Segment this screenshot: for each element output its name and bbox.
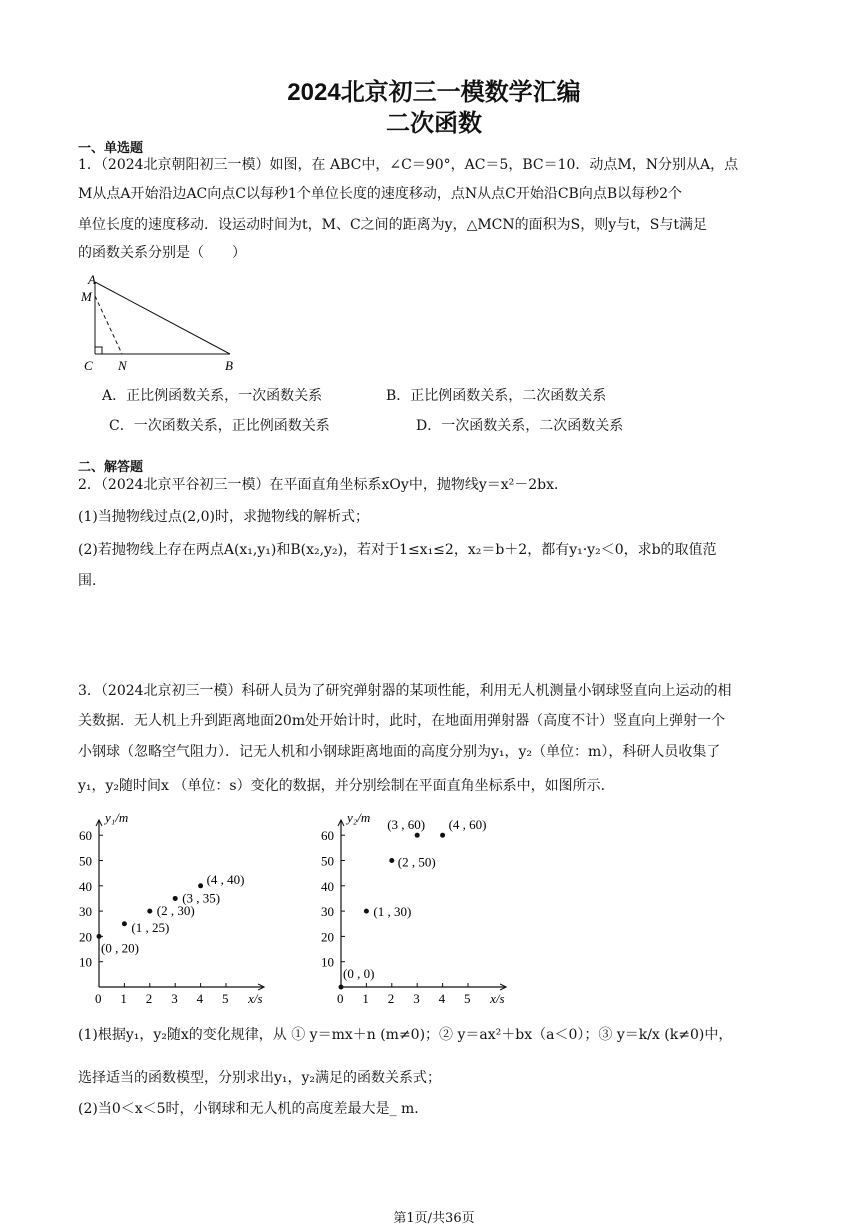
data-point-label: (0 , 0) [343, 966, 375, 981]
data-point-label: (4 , 60) [448, 817, 487, 833]
data-point [173, 896, 178, 901]
x-tick-label: 1 [120, 991, 127, 1006]
q1-line-3: 单位长度的速度移动．设运动时间为t，M、C之间的距离为y，△MCN的面积为S，则y与t，S与t满足 [78, 217, 707, 233]
data-point-label: (3 , 35) [182, 890, 221, 906]
q2-line-2: (1)当抛物线过点(2,0)时，求抛物线的解析式； [78, 509, 370, 525]
chart-y2 [312, 805, 522, 1015]
data-point [147, 909, 152, 914]
q3-sub1-line-1: (1)根据y₁，y₂随x的变化规律，从 ① y＝mx＋n (m≠0)；② y＝ax²＋bx（a＜0）；③ y＝k/x (k≠0)中， [78, 1027, 733, 1043]
data-point [198, 883, 203, 888]
x-tick-label: 0 [337, 991, 344, 1006]
q1-line-1: 1．（2024北京朝阳初三一模）如图，在 ABC中，∠C＝90°，AC＝5，BC＝10．动点M，N分别从A，点 [78, 157, 739, 173]
x-tick-label: 5 [464, 991, 471, 1006]
label-n: N [118, 358, 127, 373]
data-point-label: (3 , 60) [387, 817, 426, 833]
q3-line-4: y₁，y₂随时间x （单位：s）变化的数据，并分别绘制在平面直角坐标系中，如图所示． [78, 778, 615, 794]
q2-line-1: 2．（2024北京平谷初三一模）在平面直角坐标系xOy中，抛物线y＝x²－2bx． [78, 477, 568, 493]
x-tick-label: 4 [196, 991, 204, 1006]
q3-sub2: (2)当0＜x＜5时，小钢球和无人机的高度差最大是_ m． [78, 1101, 429, 1117]
triangle-figure [78, 270, 248, 380]
y-tick-label: 60 [79, 828, 92, 844]
y-tick-label: 40 [321, 878, 334, 894]
q1-option-b[interactable]: B．正比例函数关系，二次函数关系 [386, 388, 607, 404]
data-point [440, 833, 445, 838]
x-tick-label: 3 [413, 991, 420, 1006]
x-axis-label: x/s [248, 991, 263, 1006]
y-tick-label: 50 [321, 853, 334, 869]
data-point [339, 985, 344, 990]
x-tick-label: 3 [171, 991, 178, 1006]
right-angle-mark [95, 347, 102, 354]
x-tick-label: 2 [145, 991, 153, 1006]
data-point-label: (1 , 30) [373, 904, 412, 920]
data-point-label: (2 , 50) [397, 854, 436, 870]
q2-line-4: 围． [78, 573, 106, 589]
label-a: A [88, 272, 96, 287]
y-axis-label: y₁/m [105, 810, 129, 826]
x-tick-label: 2 [387, 991, 395, 1006]
section-heading-answer: 二、解答题 [78, 459, 144, 474]
q3-sub1-line-2: 选择适当的函数模型，分别求出y₁，y₂满足的函数关系式； [78, 1070, 442, 1086]
y-tick-label: 10 [321, 954, 334, 970]
data-point [122, 921, 127, 926]
y-tick-label: 50 [79, 853, 92, 869]
q2-line-3: (2)若抛物线上存在两点A(x₁,y₁)和B(x₂,y₂)，若对于1≤x₁≤2，x₂＝b＋2，都有y₁·y₂＜0，求b的取值范 [78, 542, 717, 558]
data-point [364, 909, 369, 914]
page-title: 2024北京初三一模数学汇编 [287, 79, 581, 106]
x-tick-label: 1 [362, 991, 369, 1006]
q1-line-4: 的函数关系分别是（ ） [78, 245, 246, 261]
y-tick-label: 20 [79, 929, 92, 945]
q3-line-1: 3．（2024北京初三一模）科研人员为了研究弹射器的某项性能，利用无人机测量小钢球竖直向上运动的相 [78, 683, 732, 699]
segment-mn [95, 296, 122, 354]
label-b: B [225, 358, 233, 373]
x-tick-label: 0 [95, 991, 102, 1006]
q1-option-d[interactable]: D．一次函数关系，二次函数关系 [416, 418, 624, 434]
data-point [415, 833, 420, 838]
x-tick-label: 4 [438, 991, 446, 1006]
data-point-label: (4 , 40) [206, 871, 245, 887]
x-axis-label: x/s [490, 991, 505, 1006]
q1-option-c[interactable]: C．一次函数关系，正比例函数关系 [109, 418, 330, 434]
q1-line-2: M从点A开始沿边AC向点C以每秒1个单位长度的速度移动，点N从点C开始沿CB向点B以每秒2个 [78, 186, 683, 202]
q3-line-2: 关数据．无人机上升到距离地面20m处开始计时，此时，在地面用弹射器（高度不计）竖直向上弹射一个 [78, 713, 726, 729]
y-tick-label: 30 [79, 904, 92, 920]
x-tick-label: 5 [222, 991, 229, 1006]
label-m: M [81, 289, 92, 304]
data-point-label: (2 , 30) [156, 903, 195, 919]
data-point-label: (1 , 25) [131, 919, 170, 935]
data-point-label: (0 , 20) [101, 940, 139, 956]
y-tick-label: 40 [79, 878, 92, 894]
y-tick-label: 60 [321, 828, 334, 844]
y-tick-label: 30 [321, 904, 334, 920]
q3-line-3: 小钢球（忽略空气阻力）．记无人机和小钢球距离地面的高度分别为y₁，y₂（单位：m），科研人员收集了 [78, 744, 721, 760]
y-tick-label: 10 [79, 954, 92, 970]
q1-option-a[interactable]: A．正比例函数关系，一次函数关系 [102, 388, 323, 404]
data-point [97, 934, 102, 939]
y-tick-label: 20 [321, 929, 334, 945]
page-subtitle: 二次函数 [386, 110, 482, 137]
chart-y1 [70, 805, 280, 1015]
page-footer: 第1页/共36页 [393, 1211, 475, 1226]
data-point [389, 858, 394, 863]
side-ab [95, 282, 230, 354]
section-heading-single-choice: 一、单选题 [78, 140, 144, 155]
y-axis-label: y₂/m [347, 810, 371, 826]
label-c: C [84, 358, 93, 373]
